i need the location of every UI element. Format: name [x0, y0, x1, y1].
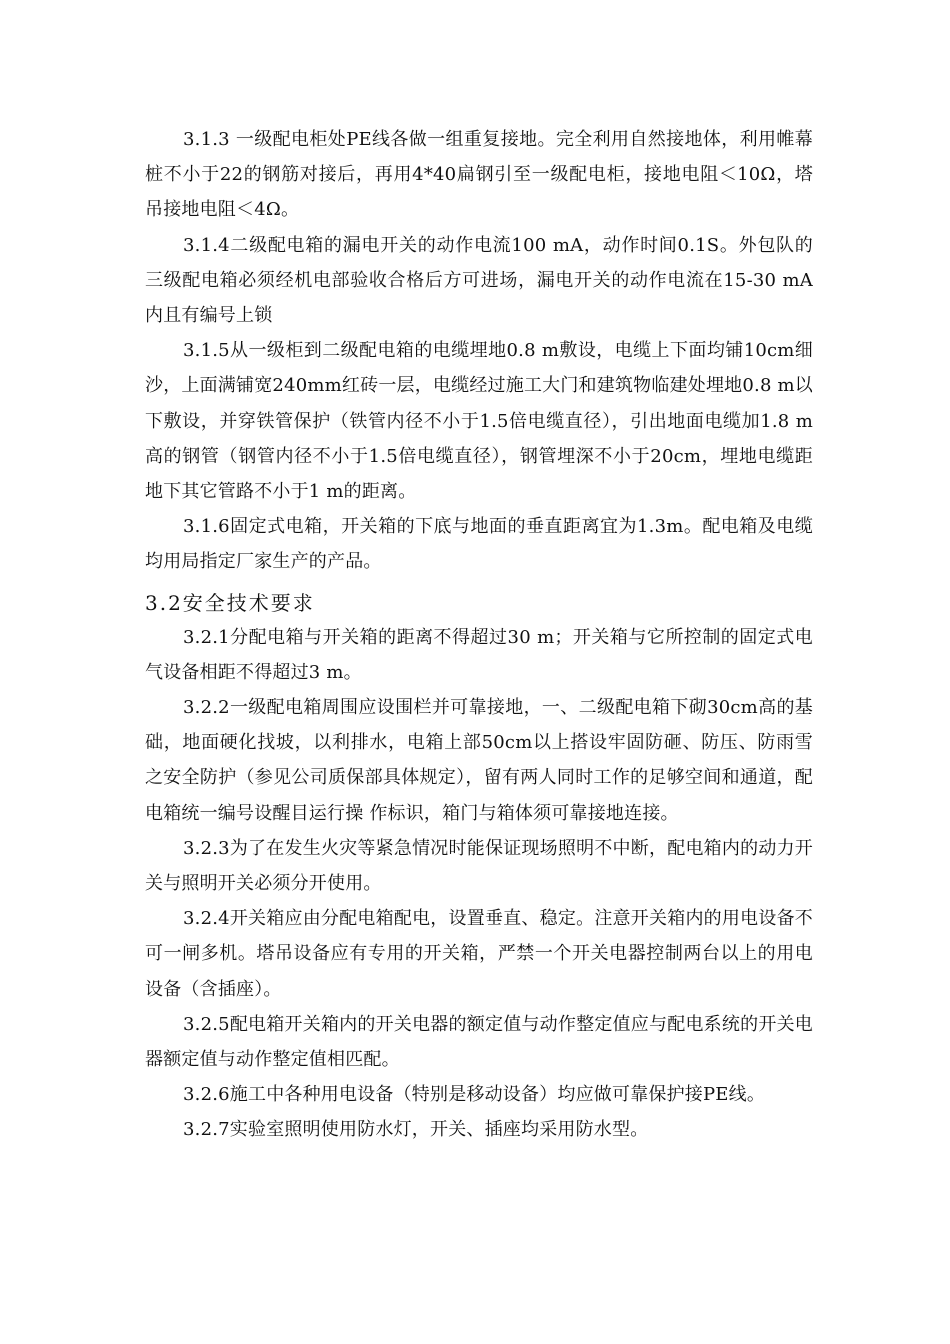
paragraph-3-1-6: 3.1.6固定式电箱，开关箱的下底与地面的垂直距离宜为1.3m。配电箱及电缆均用局指定厂家生产的产品。	[145, 516, 813, 573]
paragraph-3-1-4: 3.1.4二级配电箱的漏电开关的动作电流100 mA，动作时间0.1S。外包队的三级配电箱必须经机电部验收合格后方可进场，漏电开关的动作电流在15-30 mA内且有编号上锁	[145, 234, 813, 327]
document-body	[145, 122, 813, 1148]
paragraph-3-2-1: 3.2.1分配电箱与开关箱的距离不得超过30 m；开关箱与它所控制的固定式电气设备相距不得超过3 m。	[145, 626, 813, 683]
paragraph-3-1-3: 3.1.3 一级配电柜处PE线各做一组重复接地。完全利用自然接地体，利用帷幕桩不小于22的钢筋对接后，再用4*40扁钢引至一级配电柜，接地电阻＜10Ω，塔吊接地电阻＜4Ω。	[145, 129, 813, 221]
paragraph-3-2-4: 3.2.4开关箱应由分配电箱配电，设置垂直、稳定。注意开关箱内的用电设备不可一闸多机。塔吊设备应有专用的开关箱，严禁一个开关电器控制两台以上的用电设备（含插座）。	[145, 908, 813, 1000]
paragraph-3-2-7: 3.2.7实验室照明使用防水灯，开关、插座均采用防水型。	[183, 1119, 649, 1141]
section-heading-3-2: 3.2安全技术要求	[145, 590, 315, 615]
paragraph-3-1-5: 3.1.5从一级柜到二级配电箱的电缆埋地0.8 m敷设，电缆上下面均铺10cm细沙，上面满铺宽240mm红砖一层，电缆经过施工大门和建筑物临建处埋地0.8 m以下敷设，并穿铁管保护（铁管内径不小于1.5倍电缆直径），引出地面电缆加1.8 m高的钢管（钢管内径不小于1.5倍电缆直径），钢管埋深不小于20cm，埋地电缆距地下其它管路不小于1 m的距离。	[145, 340, 813, 503]
paragraph-3-2-2: 3.2.2一级配电箱周围应设围栏并可靠接地，一、二级配电箱下砌30cm高的基础，地面硬化找坡，以利排水，电箱上部50cm以上搭设牢固防砸、防压、防雨雪之安全防护（参见公司质保部具体规定），留有两人同时工作的足够空间和通道，配电箱统一编号设醒目运行操 作标识，箱门与箱体须可靠接地连接。	[145, 697, 813, 824]
paragraph-3-2-5: 3.2.5配电箱开关箱内的开关电器的额定值与动作整定值应与配电系统的开关电器额定值与动作整定值相匹配。	[145, 1013, 813, 1071]
paragraph-3-2-3: 3.2.3为了在发生火灾等紧急情况时能保证现场照明不中断，配电箱内的动力开关与照明开关必须分开使用。	[145, 837, 813, 895]
paragraph-3-2-6: 3.2.6施工中各种用电设备（特别是移动设备）均应做可靠保护接PE线。	[183, 1084, 766, 1106]
